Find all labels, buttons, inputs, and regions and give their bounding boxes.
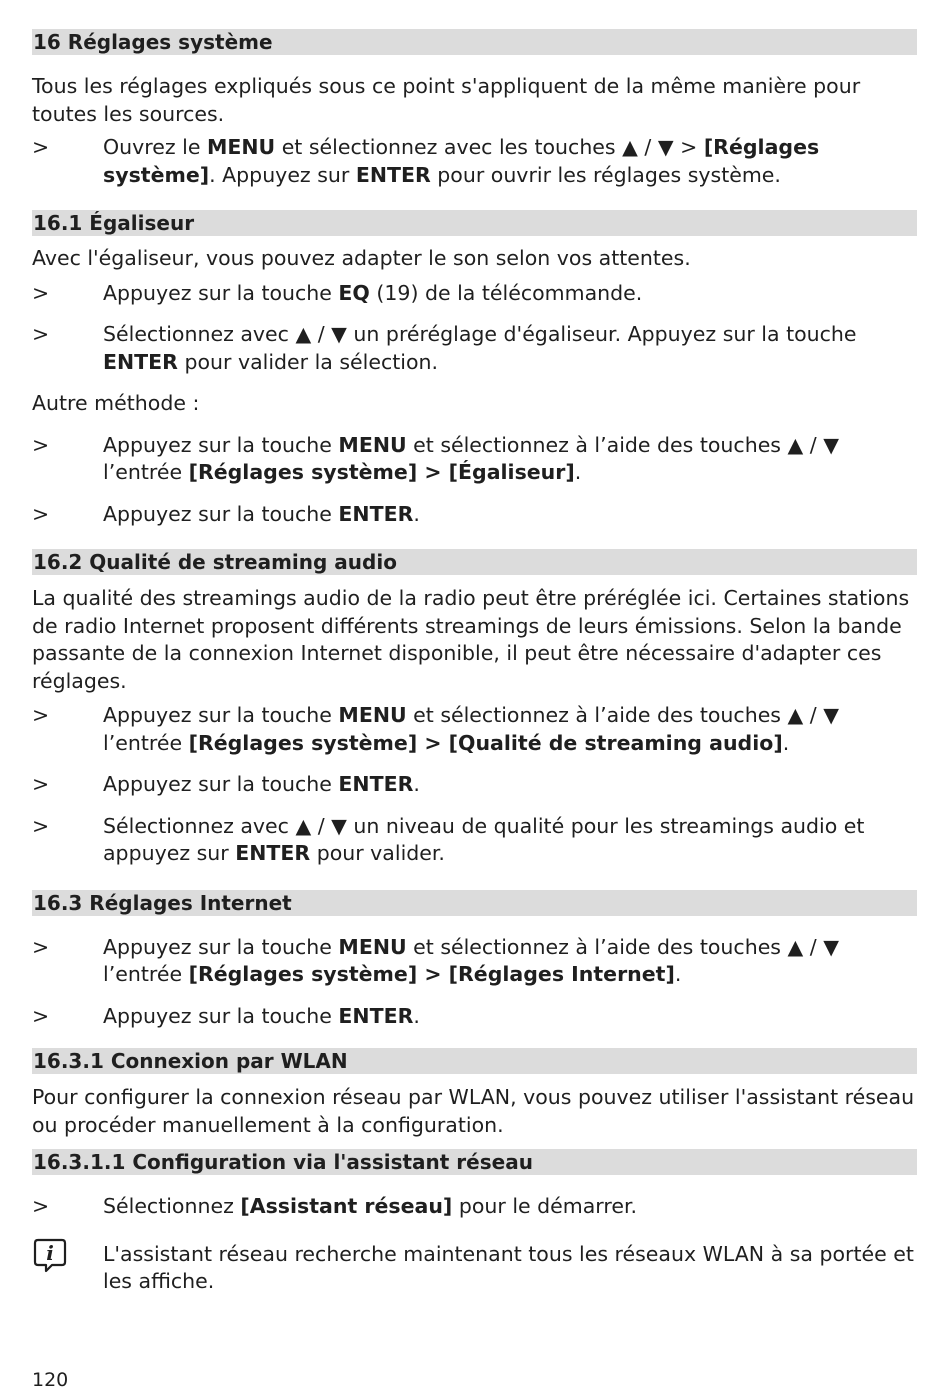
bullet-marker: >: [32, 322, 50, 346]
paragraph: Tous les réglages expliqués sous ce point s'appliquent de la même manière pour toutes les sources.: [32, 74, 861, 126]
bullet-marker: >: [32, 135, 50, 159]
page-number: 120: [32, 1369, 69, 1391]
bullet-marker: >: [32, 1194, 50, 1218]
bullet-marker: >: [32, 772, 50, 796]
bullet-marker: >: [32, 934, 50, 959]
info-note: [32, 1241, 918, 1296]
list-item: > Appuyez sur la touche MENU et sélectionnez à l’aide des touches ▲ / ▼ l’entrée [Réglages système] > [Réglages Internet].: [32, 934, 839, 986]
paragraph: La qualité des streamings audio de la radio peut être préréglée ici. Certaines stations de radio Internet proposent différents streamings de leurs émissions. Selon la bande passante de la connexion Internet disponible, il peut être nécessaire d'adapter ces réglages.: [32, 586, 910, 693]
note-text: L'assistant réseau recherche maintenant tous les réseaux WLAN à sa portée et les affiche.: [103, 1241, 914, 1293]
list-item: > Appuyez sur la touche ENTER.: [32, 1003, 918, 1031]
bullet-marker: >: [32, 703, 50, 727]
document-page: [32, 29, 918, 1296]
section-heading-16-2: 16.2 Qualité de streaming audio: [32, 549, 917, 575]
list-item: > Sélectionnez avec ▲ / ▼ un niveau de qualité pour les streamings audio et appuyez sur ENTER pour valider.: [32, 813, 865, 865]
list-item: > Appuyez sur la touche ENTER.: [32, 771, 918, 799]
paragraph: Pour configurer la connexion réseau par WLAN, vous pouvez utiliser l'assistant réseau ou procéder manuellement à la configuration.: [32, 1085, 915, 1137]
bullet-marker: >: [32, 280, 50, 305]
list-item: > Appuyez sur la touche EQ (19) de la télécommande.: [32, 280, 918, 308]
bullet-marker: >: [32, 501, 50, 526]
bullet-marker: >: [32, 813, 50, 838]
paragraph: Avec l'égaliseur, vous pouvez adapter le son selon vos attentes.: [32, 246, 691, 270]
section-heading-16-3-1: 16.3.1 Connexion par WLAN: [32, 1048, 917, 1074]
info-icon: [32, 1237, 68, 1281]
list-item: > Appuyez sur la touche ENTER.: [32, 501, 918, 529]
bullet-marker: >: [32, 432, 50, 457]
paragraph: Autre méthode :: [32, 391, 200, 415]
list-item: > Ouvrez le MENU et sélectionnez avec les touches ▲ / ▼ > [Réglages système]. Appuyez sur ENTER pour ouvrir les réglages système.: [32, 135, 820, 187]
svg-text:i: i: [46, 1240, 54, 1265]
list-item: > Appuyez sur la touche MENU et sélectionnez à l’aide des touches ▲ / ▼ l’entrée [Réglages système] > [Égaliseur].: [32, 432, 839, 484]
list-item: > Sélectionnez avec ▲ / ▼ un préréglage d'égaliseur. Appuyez sur la touche ENTER pour valider la sélection.: [32, 322, 857, 374]
section-heading-16-3-1-1: 16.3.1.1 Configuration via l'assistant réseau: [32, 1149, 917, 1175]
bullet-marker: >: [32, 1003, 50, 1028]
section-heading-16-1: 16.1 Égaliseur: [32, 210, 917, 236]
section-heading-16: 16 Réglages système: [32, 29, 917, 55]
list-item: > Appuyez sur la touche MENU et sélectionnez à l’aide des touches ▲ / ▼ l’entrée [Réglages système] > [Qualité de streaming audio].: [32, 703, 839, 755]
section-heading-16-3: 16.3 Réglages Internet: [32, 890, 917, 916]
list-item: > Sélectionnez [Assistant réseau] pour le démarrer.: [32, 1193, 918, 1221]
